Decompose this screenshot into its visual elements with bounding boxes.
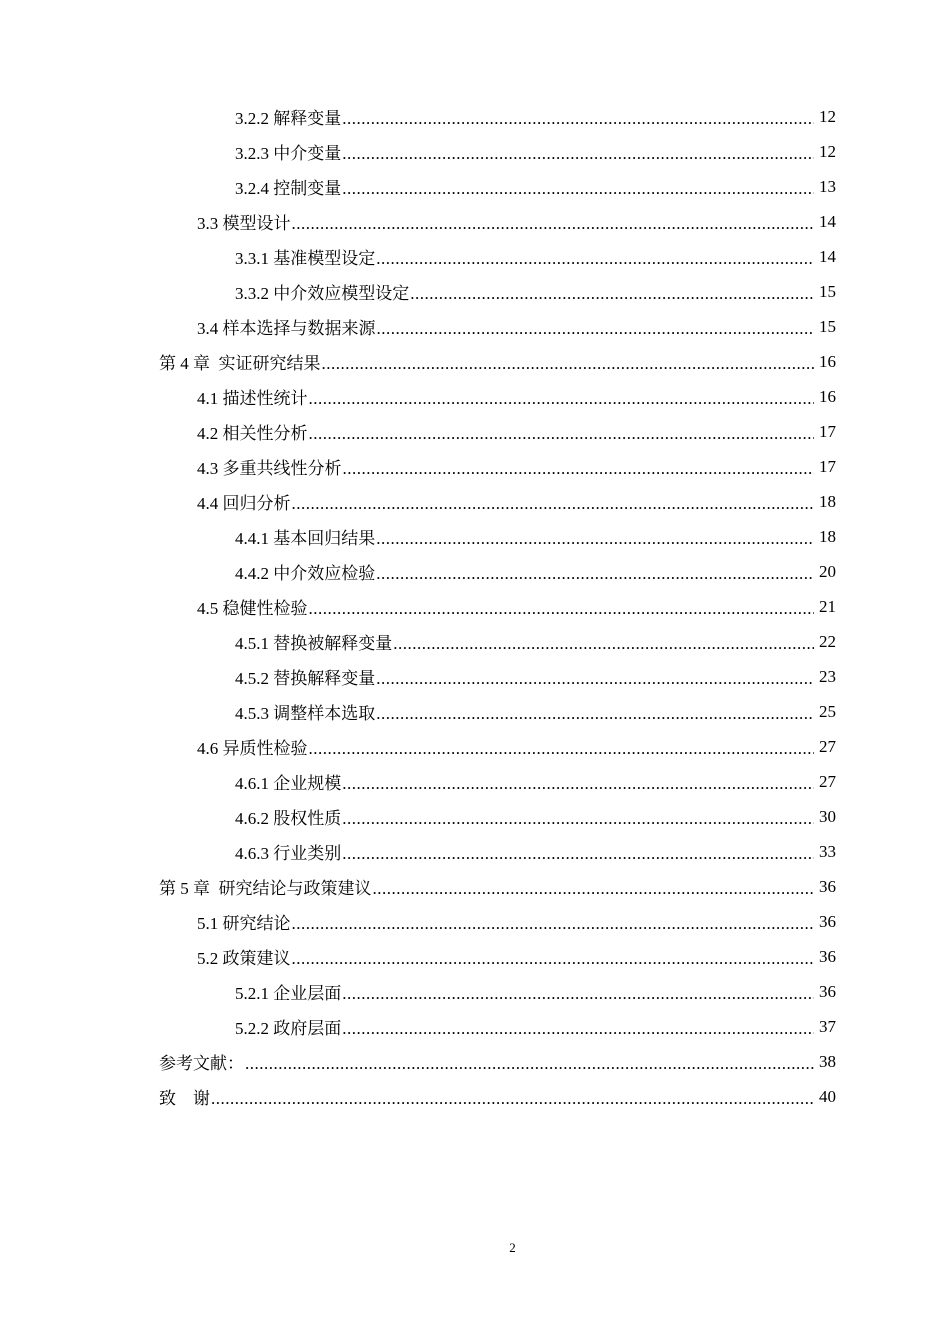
toc-entry-title: 5.2.1 企业层面	[235, 984, 342, 1003]
toc-entry-title: 4.3 多重共线性分析	[197, 459, 342, 478]
toc-leader-dots	[309, 739, 815, 759]
toc-entry	[0, 379, 950, 414]
toc-leader-dots	[292, 214, 815, 234]
toc-entry	[0, 204, 950, 239]
toc-entry-title: 4.4.2 中介效应检验	[235, 564, 376, 583]
toc-leader-dots	[373, 879, 815, 899]
toc-entry-title: 4.6.1 企业规模	[235, 774, 342, 793]
toc-leader-dots	[376, 704, 814, 724]
toc-entry-page: 14	[819, 246, 836, 266]
toc-leader-dots	[309, 599, 815, 619]
toc-leader-dots	[393, 634, 814, 654]
toc-entry-page: 37	[819, 1016, 836, 1036]
toc-leader-dots	[342, 1019, 814, 1039]
toc-leader-dots	[292, 914, 815, 934]
toc-entry-title: 3.3.2 中介效应模型设定	[235, 284, 410, 303]
toc-entry	[0, 694, 950, 729]
toc-entry-title: 4.1 描述性统计	[197, 389, 308, 408]
toc-leader-dots	[245, 1054, 814, 1074]
toc-entry	[0, 1009, 950, 1044]
toc-entry	[0, 1044, 950, 1079]
toc-entry-title: 5.2 政策建议	[197, 949, 291, 968]
toc-entry	[0, 904, 950, 939]
toc-entry-page: 17	[819, 456, 836, 476]
toc-leader-dots	[322, 354, 815, 374]
toc-entry-page: 38	[819, 1051, 836, 1071]
toc-entry-title: 4.4.1 基本回归结果	[235, 529, 376, 548]
toc-entry-page: 22	[819, 631, 836, 651]
toc-entry-title: 4.6.2 股权性质	[235, 809, 342, 828]
toc-leader-dots	[343, 459, 815, 479]
toc-entry-page: 27	[819, 736, 836, 756]
toc-leader-dots	[342, 109, 814, 129]
toc-entry-title: 3.4 样本选择与数据来源	[197, 319, 376, 338]
toc-entry	[0, 729, 950, 764]
toc-entry-page: 18	[819, 526, 836, 546]
toc-entry-page: 20	[819, 561, 836, 581]
toc-leader-dots	[376, 669, 814, 689]
toc-entry	[0, 344, 950, 379]
toc-entry	[0, 764, 950, 799]
toc-leader-dots	[292, 494, 815, 514]
toc-leader-dots	[342, 844, 814, 864]
toc-entry-page: 16	[819, 386, 836, 406]
toc-leader-dots	[309, 389, 815, 409]
toc-entry-page: 30	[819, 806, 836, 826]
toc-entry	[0, 554, 950, 589]
toc-leader-dots	[376, 564, 814, 584]
toc-entry	[0, 519, 950, 554]
toc-entry-title: 4.6 异质性检验	[197, 739, 308, 758]
toc-leader-dots	[342, 144, 814, 164]
toc-entry-page: 27	[819, 771, 836, 791]
toc-entry-page: 17	[819, 421, 836, 441]
toc-entry-page: 36	[819, 981, 836, 1001]
toc-leader-dots	[342, 984, 814, 1004]
toc-entry	[0, 484, 950, 519]
toc-leader-dots	[342, 179, 814, 199]
toc-leader-dots	[410, 284, 814, 304]
toc-entry-page: 15	[819, 281, 836, 301]
toc-entry-title: 3.3 模型设计	[197, 214, 291, 233]
toc-leader-dots	[292, 949, 815, 969]
toc-entry	[0, 1079, 950, 1114]
toc-entry-title: 第 5 章 研究结论与政策建议	[159, 879, 372, 898]
toc-entry	[0, 134, 950, 169]
toc-leader-dots	[377, 319, 815, 339]
toc-entry-page: 33	[819, 841, 836, 861]
toc-entry	[0, 869, 950, 904]
toc-entry	[0, 834, 950, 869]
toc-entry-title: 4.6.3 行业类别	[235, 844, 342, 863]
toc-entry-page: 18	[819, 491, 836, 511]
toc-leader-dots	[376, 249, 814, 269]
toc-entry	[0, 939, 950, 974]
toc-entry-title: 4.5.3 调整样本选取	[235, 704, 376, 723]
toc-entry-title: 3.2.4 控制变量	[235, 179, 342, 198]
toc-entry-title: 致 谢	[159, 1089, 210, 1108]
toc-entry-title: 3.2.2 解释变量	[235, 109, 342, 128]
page-number: 2	[509, 1240, 516, 1255]
toc-entry-title: 4.2 相关性分析	[197, 424, 308, 443]
toc-entry-page: 36	[819, 946, 836, 966]
toc-entry	[0, 589, 950, 624]
toc-entry-page: 21	[819, 596, 836, 616]
toc-entry	[0, 274, 950, 309]
toc-entry	[0, 309, 950, 344]
toc-entry-page: 25	[819, 701, 836, 721]
toc-entry	[0, 239, 950, 274]
toc-entry	[0, 974, 950, 1009]
toc-entry-title: 4.4 回归分析	[197, 494, 291, 513]
toc-entry-title: 4.5.1 替换被解释变量	[235, 634, 393, 653]
toc-leader-dots	[211, 1089, 814, 1109]
toc-entry-page: 36	[819, 876, 836, 896]
toc-entry-page: 14	[819, 211, 836, 231]
toc-entry-title: 3.3.1 基准模型设定	[235, 249, 376, 268]
toc-leader-dots	[376, 529, 814, 549]
toc-entry-page: 23	[819, 666, 836, 686]
toc-entry	[0, 99, 950, 134]
toc-entry	[0, 169, 950, 204]
toc-entry-title: 3.2.3 中介变量	[235, 144, 342, 163]
toc-entry-title: 4.5.2 替换解释变量	[235, 669, 376, 688]
toc-leader-dots	[309, 424, 815, 444]
toc-entry-title: 4.5 稳健性检验	[197, 599, 308, 618]
toc-entry-page: 36	[819, 911, 836, 931]
table-of-contents	[0, 99, 950, 1114]
toc-entry-page: 16	[819, 351, 836, 371]
toc-entry	[0, 449, 950, 484]
toc-entry-page: 12	[819, 141, 836, 161]
toc-entry-title: 5.1 研究结论	[197, 914, 291, 933]
toc-leader-dots	[342, 809, 814, 829]
toc-entry-title: 第 4 章 实证研究结果	[159, 354, 321, 373]
toc-entry-title: 5.2.2 政府层面	[235, 1019, 342, 1038]
toc-leader-dots	[342, 774, 814, 794]
toc-entry-title: 参考文献：	[159, 1054, 244, 1073]
toc-entry	[0, 799, 950, 834]
toc-entry	[0, 624, 950, 659]
toc-entry	[0, 414, 950, 449]
toc-entry-page: 15	[819, 316, 836, 336]
toc-entry-page: 12	[819, 106, 836, 126]
toc-entry	[0, 659, 950, 694]
toc-entry-page: 13	[819, 176, 836, 196]
toc-entry-page: 40	[819, 1086, 836, 1106]
